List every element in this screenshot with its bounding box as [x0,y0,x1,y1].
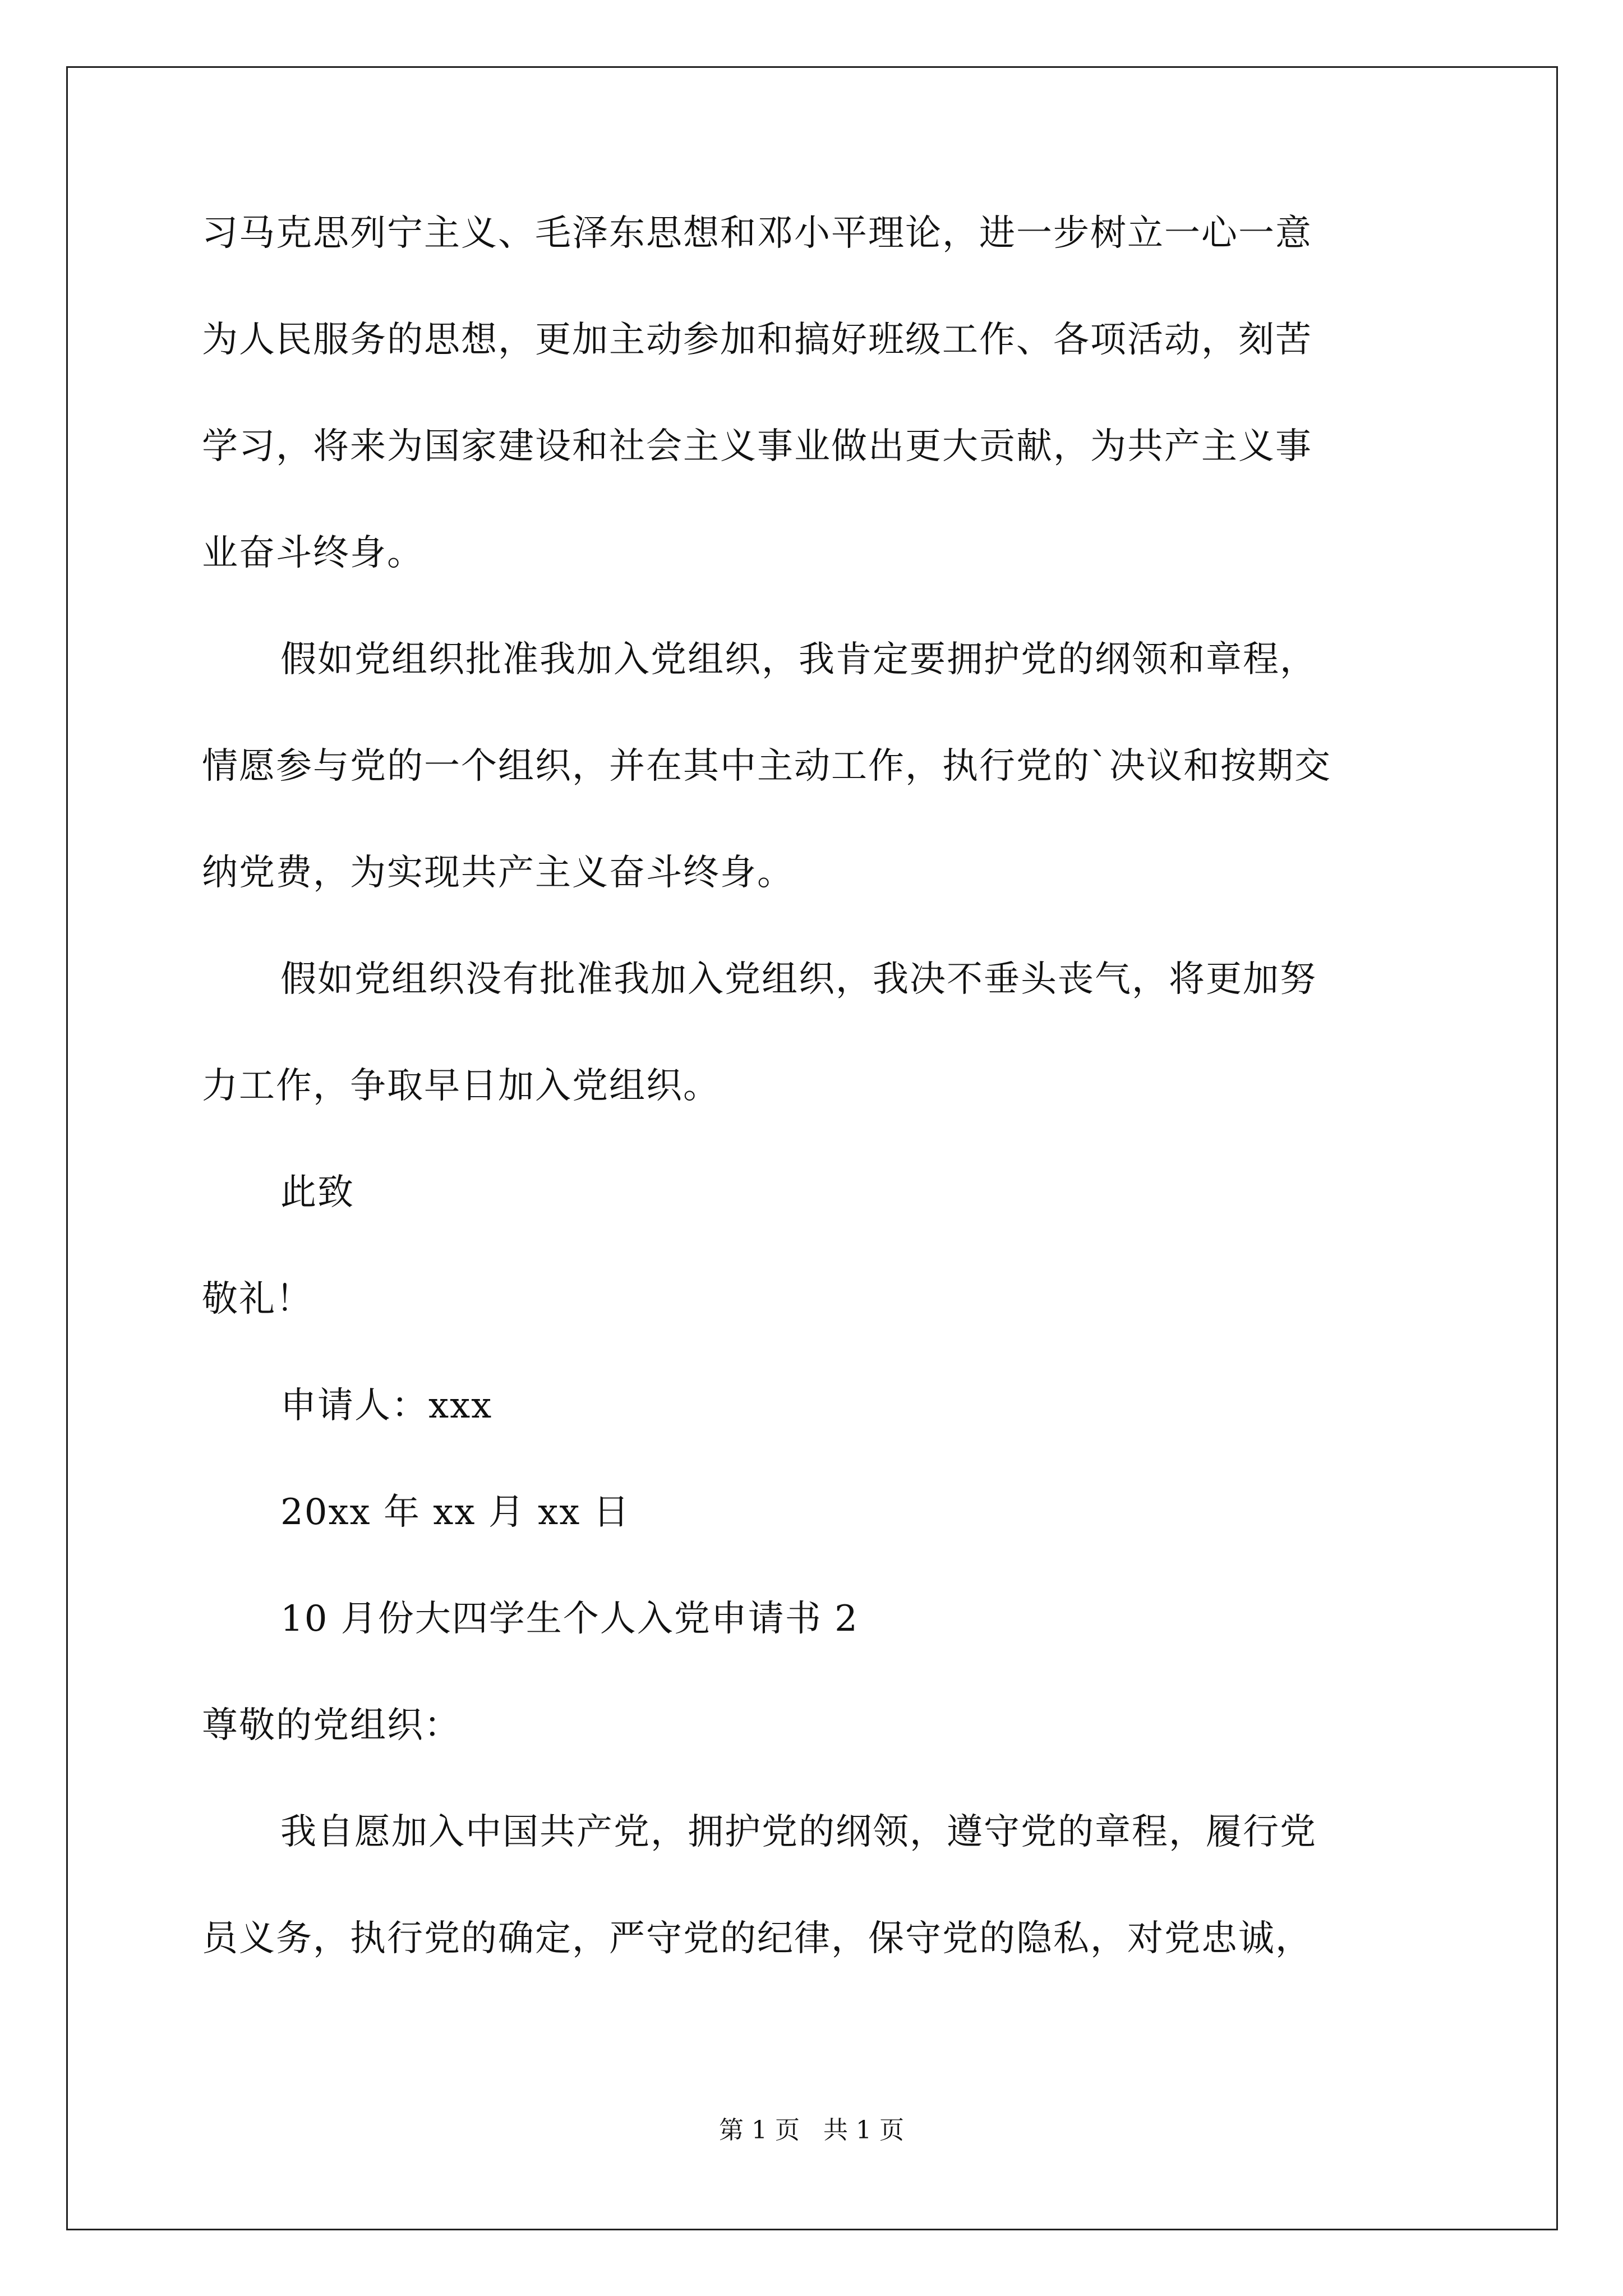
salutation-line: 尊敬的党组织： [202,1705,461,1746]
body-line: 业奋斗终身。 [202,532,424,574]
date-line: 20xx 年 xx 月 xx 日 [280,1492,630,1533]
body-line: 纳党费，为实现共产主义奋斗终身。 [202,852,794,894]
body-line: 情愿参与党的一个组织，并在其中主动工作，执行党的`决议和按期交 [202,746,1331,787]
body-line: 为人民服务的思想，更加主动参加和搞好班级工作、各项活动，刻苦 [202,319,1312,361]
body-line: 员义务，执行党的确定，严守党的纪律，保守党的隐私，对党忠诚， [202,1918,1312,1959]
salute-line: 敬礼！ [202,1278,313,1320]
applicant-line: 申请人：xxx [280,1385,493,1427]
body-line: 力工作，争取早日加入党组织。 [202,1065,720,1107]
closing-line: 此致 [280,1172,354,1213]
paragraph-start-line: 假如党组织没有批准我加入党组织，我决不垂头丧气，将更加努 [280,959,1317,1000]
body-line: 学习，将来为国家建设和社会主义事业做出更大贡献，为共产主义事 [202,426,1312,467]
body-line: 习马克思列宁主义、毛泽东思想和邓小平理论，进一步树立一心一意 [202,213,1312,254]
paragraph-start-line: 假如党组织批准我加入党组织，我肯定要拥护党的纲领和章程， [280,639,1317,680]
page-number-footer: 第 1 页 共 1 页 [719,2116,904,2145]
paragraph-start-line: 我自愿加入中国共产党，拥护党的纲领，遵守党的章程，履行党 [280,1811,1317,1853]
section-title: 10 月份大四学生个人入党申请书 2 [280,1598,859,1640]
page-border [66,66,1558,2230]
